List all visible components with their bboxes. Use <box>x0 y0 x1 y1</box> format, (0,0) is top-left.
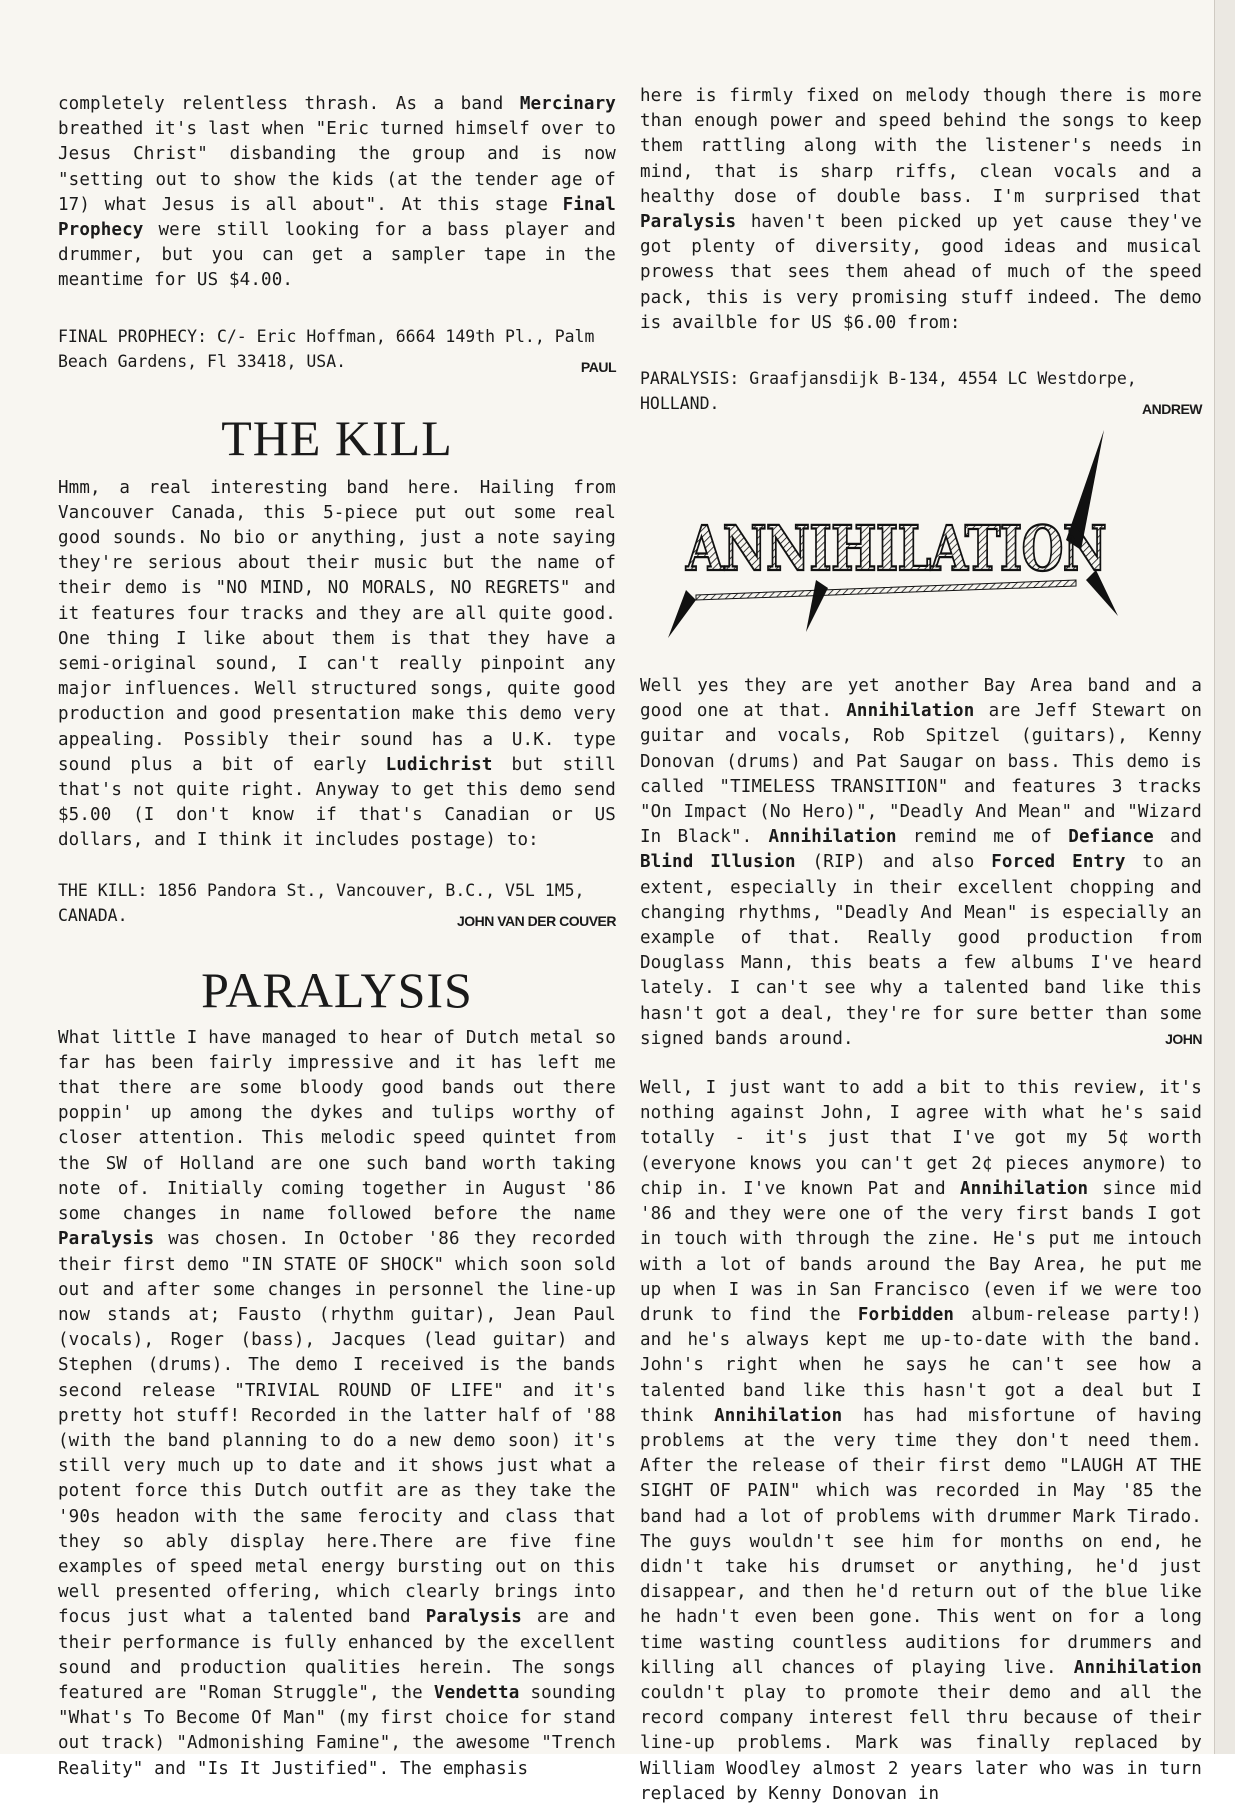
final-prophecy-address: FINAL PROPHECY: C/- Eric Hoffman, 6664 149th Pl., Palm Beach Gardens, Fl 33418, USA. PAUL <box>58 324 616 374</box>
band-name: Vendetta <box>433 1682 520 1703</box>
the-kill-review-text: Hmm, a real interesting band here. Hailing from Vancouver Canada, this 5-piece put out some real good sounds. No bio or anything, just a note saying they're serious about their music but the name of their demo is "NO MIND, NO MORALS, NO REGRETS" and it features four tracks and they are all quite good. One thing I like about them is that they have a semi-original sound, I can't really pinpoint any major influences. Well structured songs, quite good production and good presentation make this demo very appealing. Possibly their sound has a U.K. type sound plus a bit of early Ludichrist but still that's not quite right. Anyway to get this demo send $5.00 (I don't know if that's Canadian or US dollars, and I think it includes postage) to: <box>58 477 616 851</box>
band-name: Defiance <box>1068 827 1154 848</box>
band-name: Paralysis <box>640 212 737 233</box>
band-name: Annihilation <box>768 827 897 848</box>
band-name: Annihilation <box>846 701 975 722</box>
band-name: Final Prophecy <box>58 194 616 241</box>
reviewer-signature: JOHN VAN DER COUVER <box>456 912 616 929</box>
paralysis-heading: PARALYSIS <box>201 961 473 1018</box>
band-name: Blind Illusion <box>640 852 796 873</box>
annihilation-logo <box>640 416 1142 674</box>
the-kill-heading: THE KILL <box>221 409 453 466</box>
right-column <box>640 84 1202 1807</box>
band-name: Annihilation <box>959 1178 1089 1199</box>
logo-lettering: ANNIHILATION <box>685 512 1106 586</box>
reviewer-signature: ANDREW <box>1142 401 1202 418</box>
annihilation-logo-graphic <box>656 420 1126 670</box>
band-name: Paralysis <box>58 1229 155 1250</box>
annihilation-review-text: Well yes they are yet another Bay Area band and a good one at that. Annihilation are Jeff Stewart on guitar and vocals, Rob Spitzel (guitars), Kenny Donovan (drums) and Pat Saugar on bass. This demo is called "TIMELESS TRANSITION" and features 3 tracks "On Impact (No Hero)", "Deadly And Mean" and "Wizard In Black". Annihilation remind me of Defiance and Blind Illusion (RIP) and also Forced Entry to an extent, especially in their excellent chopping and changing rhythms, "Deadly And Mean" is especially an example of that. Really good production from Douglass Mann, this beats a few albums I've heard lately. I can't see why a talented band like this hasn't got a deal, they're for sure better than some signed bands around. JOHN <box>640 674 1202 1052</box>
band-name: Annihilation <box>714 1405 843 1426</box>
annihilation-addendum-text: Well, I just want to add a bit to this review, it's nothing against John, I agree with what he's said totally - it's just that I've got my 5¢ worth (everyone knows you can't get 2¢ pieces anymore) to chip in. I've known Pat and Annihilation since mid '86 and they were one of the very first bands I got in touch with through the zine. He's put me intouch with a lot of bands around the Bay Area, he put me up when I was in San Francisco (even if we were too drunk to find the Forbidden album-release party!) and he's always kept me up-to-date with the band. John's right when he says he can't see how a talented band like this hasn't got a deal but I think Annihilation has had misfortune of having problems at the very time they don't need them. After the release of their first demo "LAUGH AT THE SIGHT OF PAIN" which was recorded in May '85 the band had a lot of problems with drummer Mark Tirado. The guys wouldn't see him for months on end, he didn't take his drumset or anything, he'd just disappear, and then he'd return out of the blue like he hadn't even been gone. This went on for a long time wasting countless auditions for drummers and killing all chances of playing live. Annihilation couldn't play to promote their demo and all the record company interest fell thru because of their line-up problems. Mark was finally replaced by William Woodley almost 2 years later who was in turn replaced by Kenny Donovan in <box>640 1078 1202 1804</box>
the-kill-address: THE KILL: 1856 Pandora St., Vancouver, B.C., V5L 1M5, CANADA. JOHN VAN DER COUVER <box>58 878 616 928</box>
left-column <box>58 92 616 1782</box>
final-prophecy-review-text: completely relentless thrash. As a band Mercinary breathed it's last when "Eric turned himself over to Jesus Christ" disbanding the group and is now "setting out to show the kids (at the tender age of 17) what Jesus is all about". At this stage Final Prophecy were still looking for a bass player and drummer, but you can get a sampler tape in the meantime for US $4.00. <box>58 94 616 291</box>
page-edge <box>1214 0 1235 1754</box>
paralysis-review-continued: here is firmly fixed on melody though there is more than enough power and speed behind the songs to keep them rattling along with the listener's needs in mind, that is sharp riffs, clean vocals and a healthy dose of double bass. I'm surprised that Paralysis haven't been picked up yet cause they've got plenty of diversity, good ideas and musical prowess that sees them ahead of much of the speed pack, this is very promising stuff indeed. The demo is availble for US $6.00 from: <box>640 86 1202 333</box>
band-name: Forced Entry <box>991 852 1126 873</box>
reviewer-signature: JOHN <box>1165 1030 1202 1047</box>
paralysis-review-text: What little I have managed to hear of Dutch metal so far has been fairly impressive and it has left me that there are some bloody good bands out there poppin' up among the dykes and tulips worthy of closer attention. This melodic speed quintet from the SW of Holland are one such band worth taking note of. Initially coming together in August '86 some changes in name followed before the name Paralysis was chosen. In October '86 they recorded their first demo "IN STATE OF SHOCK" which soon sold out and after some changes in personnel the line-up now stands at; Fausto (rhythm guitar), Jean Paul (vocals), Roger (bass), Jacques (lead guitar) and Stephen (drums). The demo I received is the bands second release "TRIVIAL ROUND OF LIFE" and it's pretty hot stuff! Recorded in the latter half of '88 (with the band planning to do a new demo soon) it's still very much up to date and it shows just what a potent force this Dutch outfit are as they take the '90s headon with the same ferocity and class that they so ably display here.There are five fine examples of speed metal energy bursting out on this well presented offering, which clearly brings into focus just what a talented band Paralysis are and their performance is fully enhanced by the excellent sound and production qualities herein. The songs featured are "Roman Struggle", the Vendetta sounding "What's To Become Of Man" (my first choice for stand out track) "Admonishing Famine", the awesome "Trench Reality" and "Is It Justified". The emphasis <box>58 1027 616 1779</box>
band-name: Paralysis <box>425 1607 522 1628</box>
reviewer-signature: PAUL <box>580 358 616 375</box>
band-name: Forbidden <box>857 1304 955 1325</box>
paralysis-address: PARALYSIS: Graafjansdijk B-134, 4554 LC Westdorpe, HOLLAND. ANDREW <box>640 366 1202 416</box>
band-name: Ludichrist <box>385 754 493 775</box>
band-name: Annihilation <box>1073 1657 1202 1678</box>
band-name: Mercinary <box>519 94 616 114</box>
